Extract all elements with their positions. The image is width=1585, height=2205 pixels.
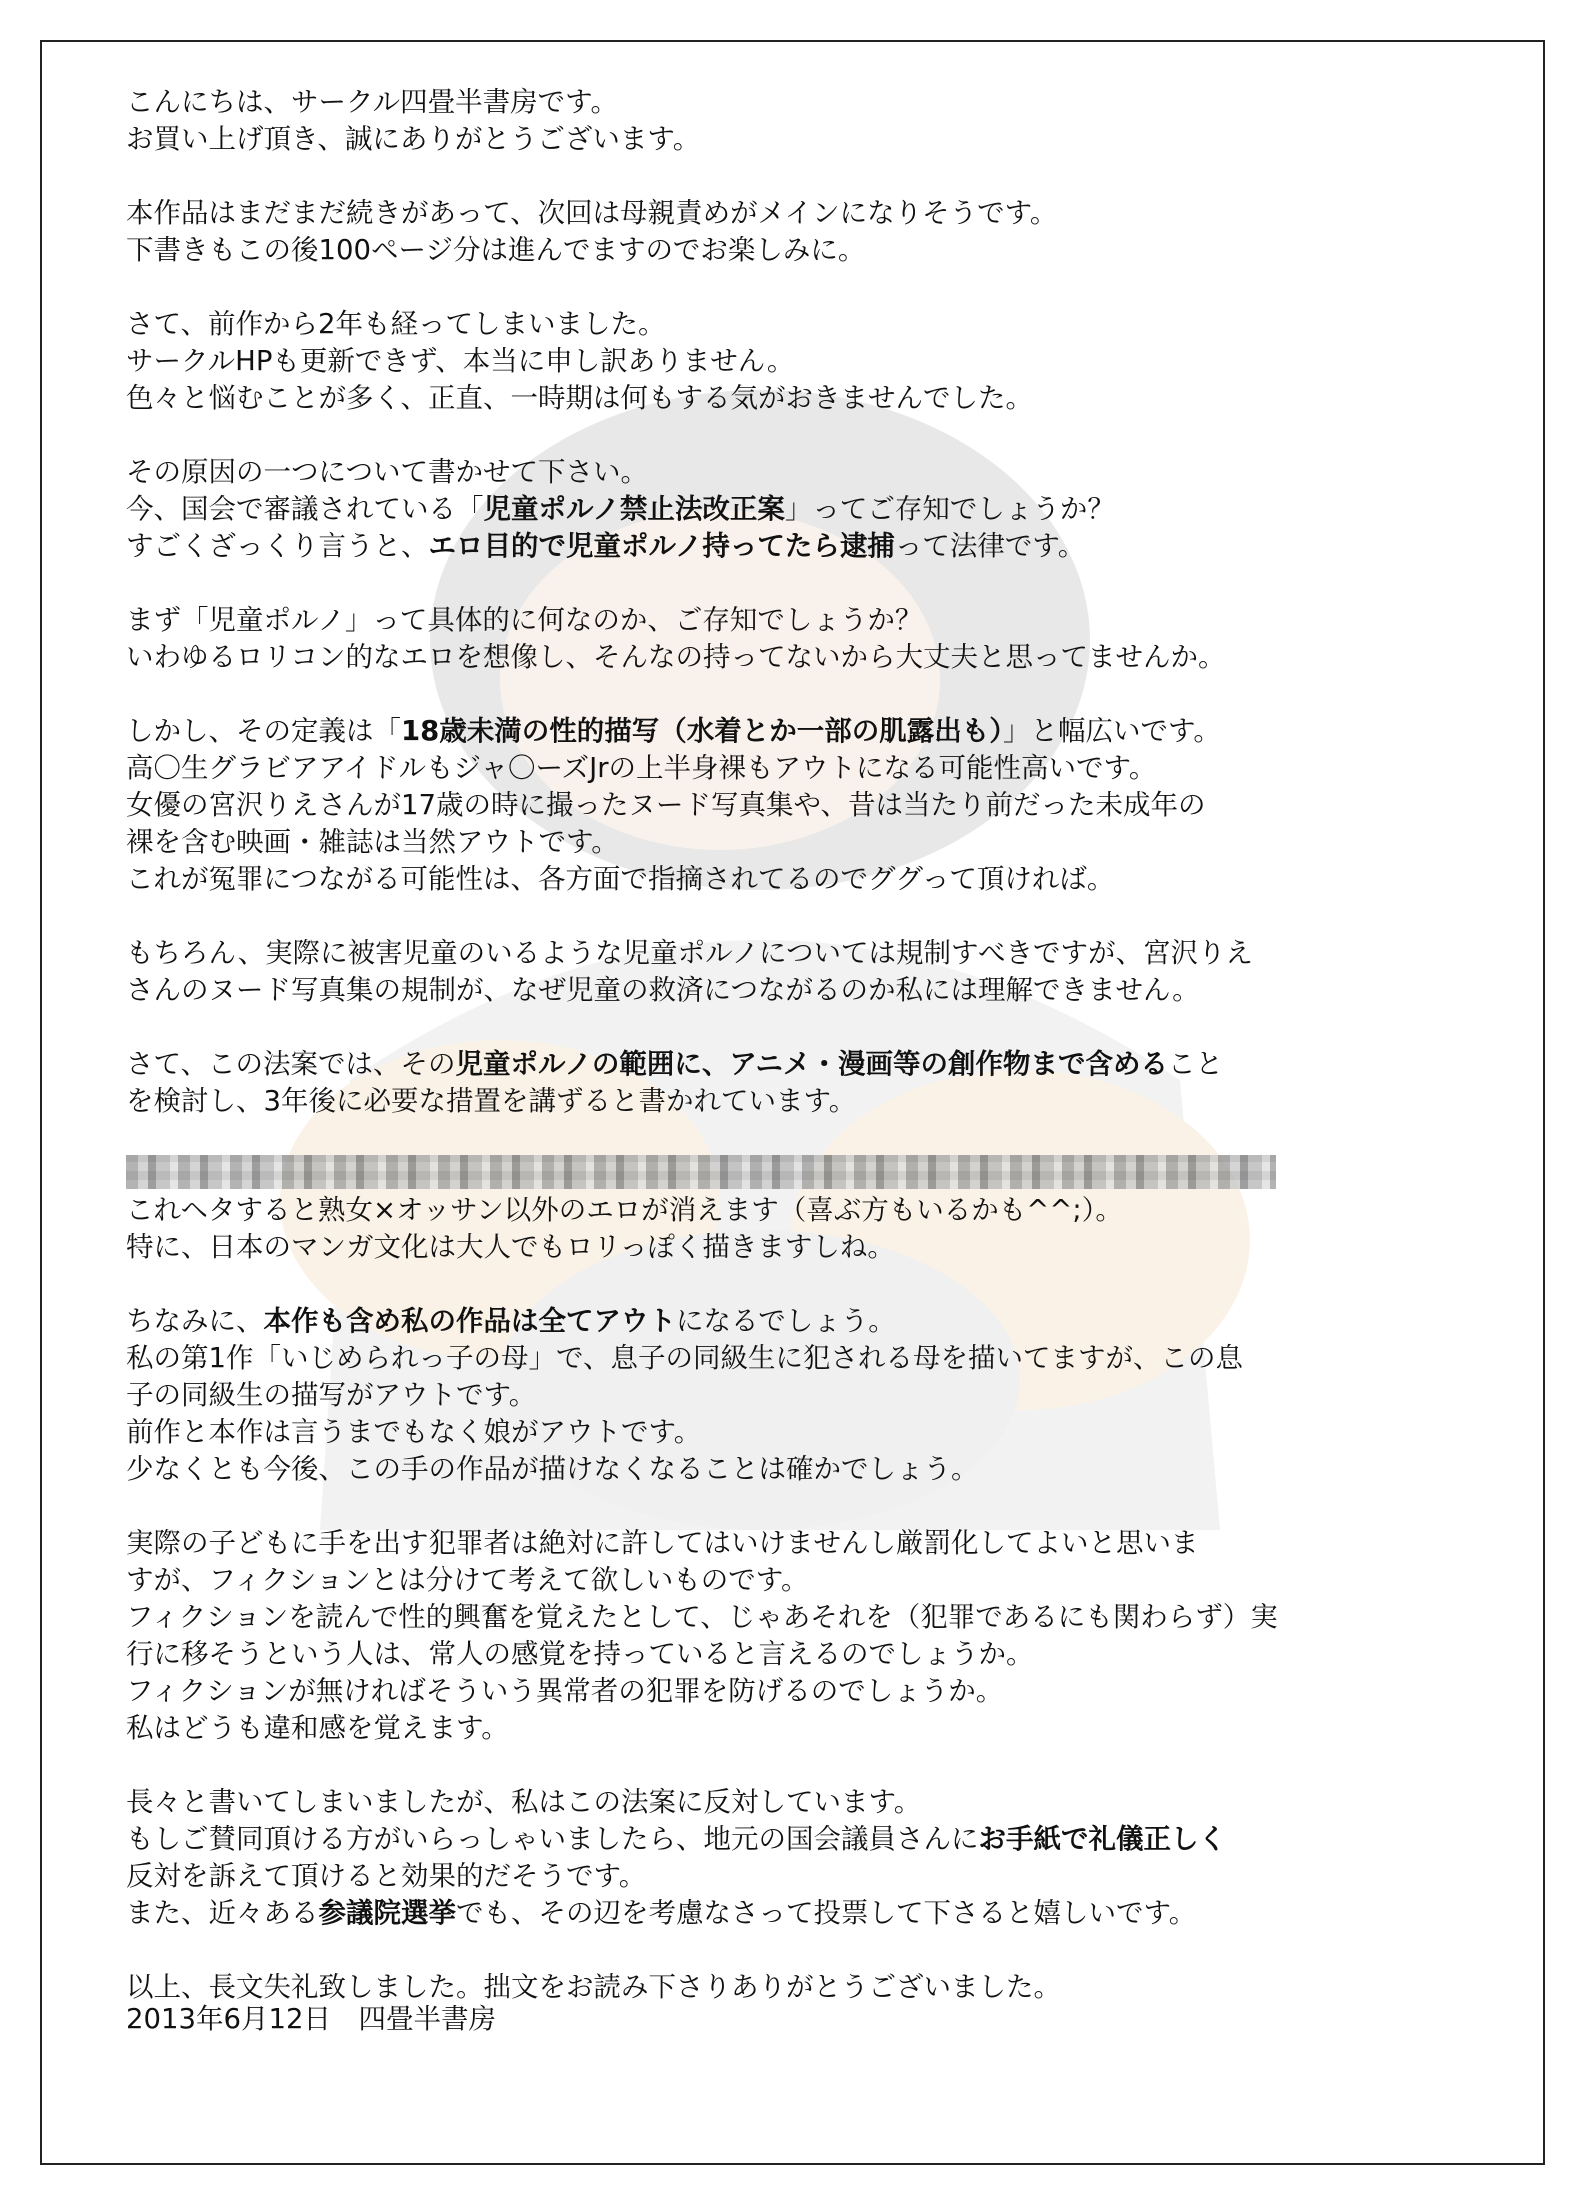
text-span: また、近々ある [126,1897,319,1929]
text-line: いわゆるロリコン的なエロを想像し、そんなの持ってないから大丈夫と思ってませんか。 [126,641,1226,673]
text-span: さて、この法案では、その [126,1048,456,1080]
text-span: でも、その辺を考慮なさって投票して下さると嬉しいです。 [456,1897,1197,1929]
text-line: を検討し、3年後に必要な措置を講ずると書かれています。 [126,1085,857,1117]
text-line: 実際の子どもに手を出す犯罪者は絶対に許してはいけませんし厳罰化してよいと思いま [126,1527,1199,1559]
text-line: こんにちは、サークル四畳半書房です。 [126,86,618,118]
emphasis-text: エロ目的で児童ポルノ持ってたら逮捕 [428,530,895,562]
paragraph-regulation [126,935,1456,1009]
text-span: もしご賛同頂ける方がいらっしゃいましたら、地元の国会議員さんに [126,1823,979,1855]
text-line: 下書きもこの後100ページ分は進んでますのでお楽しみに。 [126,234,866,266]
text-line [126,1046,1456,1083]
paragraph-works [126,1303,1456,1488]
text-span: 」ってご存知でしょうか？ [784,493,1115,525]
text-line: 高〇生グラビアアイドルもジャ〇ーズJrの上半身裸もアウトになる可能性高いです。 [126,752,1157,784]
text-line: もちろん、実際に被害児童のいるような児童ポルノについては規制すべきですが、宮沢りえ [126,937,1253,969]
text-line: これが冤罪につながる可能性は、各方面で指摘されてるのでググって頂ければ。 [126,863,1115,895]
text-line: まず「児童ポルノ」って具体的に何なのか、ご存知でしょうか？ [126,604,923,636]
text-line: お買い上げ頂き、誠にありがとうございます。 [126,123,701,155]
text-span: 」と幅広いです。 [1003,715,1221,747]
text-line: 以上、長文失礼致しました。拙文をお読み下さりありがとうございました。 [126,1971,1061,2003]
text-line: 特に、日本のマンガ文化は大人でもロリっぽく描きますしね。 [126,1231,895,1263]
emphasis-text: 本作も含め私の作品は全てアウト [263,1305,676,1337]
text-line: さんのヌード写真集の規制が、なぜ児童の救済につながるのか私には理解できません。 [126,974,1200,1006]
text-span: 今、国会で審議されている「 [126,493,484,525]
text-line: 裸を含む映画・雑誌は当然アウトです。 [126,826,619,858]
paragraph-apology [126,306,1456,417]
text-span: になるでしょう。 [676,1305,896,1337]
paragraph-fiction [126,1525,1456,1747]
paragraph-consequence [126,1192,1456,1266]
spacer [126,1120,1456,1157]
emphasis-text: 児童ポルノ禁止法改正案 [483,493,785,525]
text-line: 前作と本作は言うまでもなく娘がアウトです。 [126,1416,702,1448]
emphasis-text: 児童ポルノの範囲に、アニメ・漫画等の創作物まで含める [455,1048,1168,1080]
text-line: これヘタすると熟女×オッサン以外のエロが消えます（喜ぶ方もいるかも^^;）。 [126,1194,1123,1226]
text-line: 私はどうも違和感を覚えます。 [126,1712,509,1744]
text-line [126,528,1456,565]
text-line: 反対を訴えて頂けると効果的だそうです。 [126,1860,647,1892]
text-span: って法律です。 [894,530,1086,562]
text-span: こと [1167,1048,1223,1080]
text-span: すごくざっくり言うと、 [126,530,429,562]
paragraph-scope [126,1046,1456,1120]
text-line: 行に移そうという人は、常人の感覚を持っていると言えるのでしょうか。 [126,1638,1034,1670]
paragraph-reason [126,454,1456,565]
text-line [126,713,1456,750]
text-line: 私の第1作「いじめられっ子の母」で、息子の同級生に犯される母を描いてますが、この息 [126,1342,1243,1374]
letter-body [126,84,1456,2043]
text-line: 長々と書いてしまいましたが、私はこの法案に反対しています。 [126,1786,922,1818]
emphasis-text: お手紙で礼儀正しく [978,1823,1226,1855]
text-line [126,1821,1456,1858]
paragraph-opposition [126,1784,1456,1932]
text-line: 女優の宮沢りえさんが17歳の時に撮ったヌード写真集や、昔は当たり前だった未成年の [126,789,1206,821]
emphasis-text: 18歳未満の性的描写（水着とか一部の肌露出も） [401,715,1004,747]
text-line: すが、フィクションとは分けて考えて欲しいものです。 [126,1564,809,1596]
redacted-line [126,1155,1276,1189]
text-span: ちなみに、 [126,1305,264,1337]
text-line: フィクションが無ければそういう異常者の犯罪を防げるのでしょうか。 [126,1675,1004,1707]
paragraph-greeting [126,84,1456,158]
text-line: さて、前作から2年も経ってしまいました。 [126,308,666,340]
signature-date: 2013年6月12日 四畳半書房 [126,2003,496,2035]
paragraph-question [126,602,1456,676]
text-line: 本作品はまだまだ続きがあって、次回は母親責めがメインになりそうです。 [126,197,1058,229]
text-line: 子の同級生の描写がアウトです。 [126,1379,537,1411]
text-line: 色々と悩むことが多く、正直、一時期は何もする気がおきませんでした。 [126,382,1033,414]
text-line [126,491,1456,528]
text-line [126,1303,1456,1340]
text-line: フィクションを読んで性的興奮を覚えたとして、じゃあそれを（犯罪であるにも関わらず）実 [126,1601,1278,1633]
text-line: サークルHPも更新できず、本当に申し訳ありません。 [126,345,795,377]
text-span: しかし、その定義は「 [126,715,401,747]
text-line: その原因の一つについて書かせて下さい。 [126,456,648,488]
emphasis-text: 参議院選挙 [318,1897,456,1929]
text-line: 少なくとも今後、この手の作品が描けなくなることは確かでしょう。 [126,1453,979,1485]
text-line [126,1895,1456,1932]
paragraph-definition [126,713,1456,898]
paragraph-continuation [126,195,1456,269]
